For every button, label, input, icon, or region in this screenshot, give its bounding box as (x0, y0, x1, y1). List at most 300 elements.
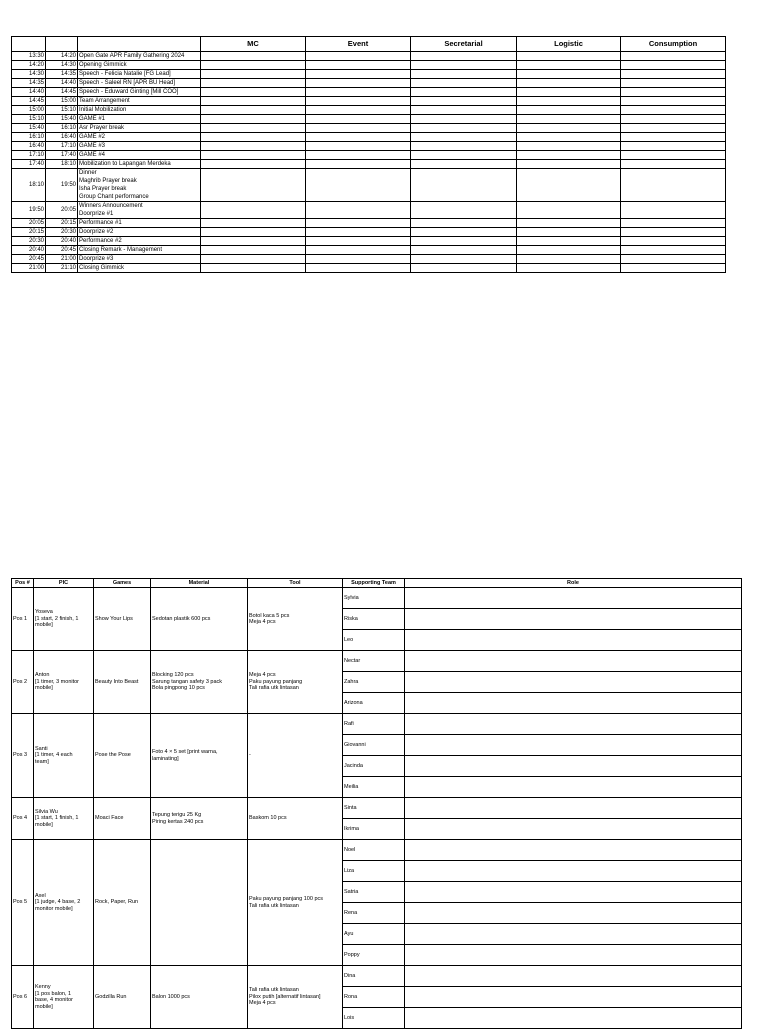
schedule-header-mc: MC (201, 37, 306, 52)
schedule-start-time: 15:10 (12, 115, 46, 124)
schedule-event-cell (306, 255, 411, 264)
games-supporting-member: Rona (343, 987, 405, 1008)
schedule-logistic-cell (517, 219, 621, 228)
schedule-logistic-cell (517, 52, 621, 61)
schedule-event-cell (306, 237, 411, 246)
schedule-end-time: 14:30 (46, 61, 78, 70)
schedule-mc-cell (201, 88, 306, 97)
games-supporting-member: Liza (343, 861, 405, 882)
schedule-activity-line: GAME #1 (79, 116, 106, 122)
games-row (12, 966, 742, 987)
schedule-mc-cell (201, 133, 306, 142)
games-pic-line: [1 judge, 4 base, 2 (35, 899, 81, 906)
games-role-cell (405, 630, 742, 651)
schedule-consumption-cell (621, 237, 726, 246)
games-pic-line: team] (35, 758, 49, 765)
games-row (12, 798, 742, 819)
schedule-end-time: 20:45 (46, 246, 78, 255)
schedule-secretarial-cell (411, 246, 517, 255)
games-role-cell (405, 861, 742, 882)
schedule-activity (78, 237, 201, 246)
games-pos: Pos 2 (12, 651, 34, 714)
games-pic-line: Santi (35, 745, 48, 752)
schedule-mc-cell (201, 124, 306, 133)
schedule-end-time: 17:40 (46, 151, 78, 160)
games-supporting-member: Zahra (343, 672, 405, 693)
schedule-consumption-cell (621, 255, 726, 264)
games-role-cell (405, 987, 742, 1008)
schedule-end-time: 14:40 (46, 79, 78, 88)
games-table (11, 578, 742, 1029)
schedule-row (12, 106, 726, 115)
schedule-secretarial-cell (411, 255, 517, 264)
schedule-logistic-cell (517, 255, 621, 264)
schedule-header-activity (78, 37, 201, 52)
schedule-logistic-cell (517, 160, 621, 169)
schedule-consumption-cell (621, 97, 726, 106)
schedule-event-cell (306, 79, 411, 88)
schedule-activity-line: Speech - Saleel RN [APR BU Head] (79, 80, 176, 86)
schedule-activity (78, 115, 201, 124)
games-tool-line: Tali rafia utk lintasan (249, 987, 299, 994)
schedule-end-time: 18:10 (46, 160, 78, 169)
schedule-row (12, 151, 726, 160)
games-role-cell (405, 819, 742, 840)
schedule-start-time: 15:00 (12, 106, 46, 115)
schedule-logistic-cell (517, 246, 621, 255)
schedule-end-time: 14:20 (46, 52, 78, 61)
schedule-consumption-cell (621, 151, 726, 160)
schedule-secretarial-cell (411, 106, 517, 115)
schedule-mc-cell (201, 61, 306, 70)
games-role-cell (405, 651, 742, 672)
schedule-event-cell (306, 124, 411, 133)
games-tool-line: Tali rafia utk lintasan (249, 685, 299, 692)
schedule-consumption-cell (621, 52, 726, 61)
schedule-activity-line: Maghrib Prayer break (79, 178, 137, 184)
schedule-secretarial-cell (411, 169, 517, 202)
schedule-secretarial-cell (411, 264, 517, 273)
games-role-cell (405, 777, 742, 798)
schedule-consumption-cell (621, 61, 726, 70)
games-role-cell (405, 672, 742, 693)
schedule-consumption-cell (621, 133, 726, 142)
schedule-row (12, 124, 726, 133)
schedule-activity-line: Performance #1 (79, 220, 122, 226)
games-name: Show Your Lips (94, 588, 151, 651)
schedule-end-time: 15:40 (46, 115, 78, 124)
schedule-activity (78, 79, 201, 88)
schedule-activity (78, 61, 201, 70)
games-role-cell (405, 1008, 742, 1029)
schedule-activity-line: Speech - Eduward Ginting [Mill COO] (79, 89, 179, 95)
games-supporting-member: Noel (343, 840, 405, 861)
games-header-pos: Pos # (12, 579, 34, 588)
schedule-row (12, 133, 726, 142)
games-supporting-member: Giovanni (343, 735, 405, 756)
games-role-cell (405, 945, 742, 966)
schedule-secretarial-cell (411, 202, 517, 219)
games-row (12, 840, 742, 861)
games-pic-line: mobile] (35, 821, 53, 828)
games-supporting-member: Jacinda (343, 756, 405, 777)
games-pic-line: [1 pos balon, 1 (35, 990, 72, 997)
schedule-start-time: 17:40 (12, 160, 46, 169)
schedule-event-cell (306, 97, 411, 106)
schedule-end-time: 21:00 (46, 255, 78, 264)
games-tool (248, 798, 343, 840)
schedule-row (12, 255, 726, 264)
schedule-consumption-cell (621, 79, 726, 88)
schedule-activity-line: Team Arrangement (79, 98, 130, 104)
schedule-secretarial-cell (411, 115, 517, 124)
games-tool-line: Botol kaca 5 pcs (249, 612, 290, 619)
games-tool-line: Pilox putih [alternatif lintasan] (249, 993, 321, 1000)
schedule-logistic-cell (517, 264, 621, 273)
schedule-end-time: 17:10 (46, 142, 78, 151)
schedule-end-time: 14:35 (46, 70, 78, 79)
schedule-activity-line: GAME #4 (79, 152, 106, 158)
schedule-activity-line: Doorprize #3 (79, 256, 114, 262)
schedule-logistic-cell (517, 237, 621, 246)
games-tool-line: - (249, 752, 251, 759)
schedule-start-time: 20:15 (12, 228, 46, 237)
schedule-activity (78, 169, 201, 202)
schedule-secretarial-cell (411, 160, 517, 169)
games-tool-line: Meja 4 pcs (249, 672, 276, 679)
schedule-event-cell (306, 169, 411, 202)
schedule-logistic-cell (517, 61, 621, 70)
games-name: Beauty Into Beast (94, 651, 151, 714)
games-tool (248, 651, 343, 714)
schedule-row (12, 160, 726, 169)
schedule-end-time: 15:10 (46, 106, 78, 115)
schedule-event-cell (306, 52, 411, 61)
schedule-event-cell (306, 88, 411, 97)
schedule-row (12, 97, 726, 106)
games-material-line: Foto 4 × 5 set [print warna, (152, 749, 218, 755)
games-pic-line: [1 timer, 3 monitor (35, 678, 80, 685)
games-name: Rock, Paper, Run (94, 840, 151, 966)
games-role-cell (405, 693, 742, 714)
games-pic-line: [1 timer, 4 each (35, 752, 73, 759)
schedule-secretarial-cell (411, 88, 517, 97)
schedule-mc-cell (201, 255, 306, 264)
games-material-line: laminating] (152, 755, 179, 762)
schedule-end-time: 16:40 (46, 133, 78, 142)
schedule-start-time: 20:30 (12, 237, 46, 246)
games-material (151, 588, 248, 651)
schedule-mc-cell (201, 115, 306, 124)
schedule-start-time: 14:45 (12, 97, 46, 106)
schedule-row (12, 219, 726, 228)
games-tool-line: Paku payung panjang 100 pcs (249, 896, 324, 902)
schedule-row (12, 264, 726, 273)
schedule-start-time: 20:45 (12, 255, 46, 264)
schedule-start-time: 19:50 (12, 202, 46, 219)
schedule-event-cell (306, 106, 411, 115)
schedule-activity-line: GAME #3 (79, 143, 106, 149)
schedule-consumption-cell (621, 142, 726, 151)
schedule-logistic-cell (517, 142, 621, 151)
games-supporting-member: Sinta (343, 798, 405, 819)
games-pic-line: Kenny (35, 984, 51, 990)
schedule-logistic-cell (517, 115, 621, 124)
schedule-consumption-cell (621, 88, 726, 97)
games-pic (34, 714, 94, 798)
games-supporting-member: Lois (343, 1008, 405, 1029)
schedule-activity-line: Open Gate APR Family Gathering 2024 (79, 53, 185, 59)
schedule-activity-line: Mobilization to Lapangan Merdeka (79, 161, 171, 167)
schedule-row (12, 70, 726, 79)
schedule-event-cell (306, 264, 411, 273)
games-pic-line: monitor mobile] (35, 905, 73, 912)
games-pic-line: mobile] (35, 622, 53, 629)
schedule-secretarial-cell (411, 219, 517, 228)
schedule-event-cell (306, 202, 411, 219)
schedule-row (12, 52, 726, 61)
schedule-start-time: 20:05 (12, 219, 46, 228)
schedule-activity-line: Group Chant performance (79, 194, 149, 200)
schedule-consumption-cell (621, 202, 726, 219)
schedule-mc-cell (201, 142, 306, 151)
games-pos: Pos 1 (12, 588, 34, 651)
games-material (151, 651, 248, 714)
schedule-secretarial-cell (411, 142, 517, 151)
games-name: Moaci Face (94, 798, 151, 840)
games-material-line: Tepung terigu 25 Kg (152, 812, 202, 818)
schedule-consumption-cell (621, 106, 726, 115)
schedule-end-time: 20:15 (46, 219, 78, 228)
games-material-line: Blocking 120 pcs (152, 672, 194, 679)
schedule-consumption-cell (621, 246, 726, 255)
schedule-activity-line: Speech - Felicia Natalie [FG Lead] (79, 71, 171, 77)
schedule-logistic-cell (517, 124, 621, 133)
schedule-event-cell (306, 70, 411, 79)
schedule-activity-line: Closing Gimmick (79, 265, 125, 271)
schedule-end-time: 14:45 (46, 88, 78, 97)
games-pic-line: Yoseva (35, 609, 53, 616)
schedule-header-consumption: Consumption (621, 37, 726, 52)
schedule-activity (78, 97, 201, 106)
schedule-header-event: Event (306, 37, 411, 52)
games-pic-line: Axel (35, 892, 46, 899)
schedule-event-cell (306, 151, 411, 160)
schedule-mc-cell (201, 237, 306, 246)
schedule-start-time: 15:40 (12, 124, 46, 133)
schedule-activity (78, 106, 201, 115)
schedule-mc-cell (201, 202, 306, 219)
games-supporting-member: Poppy (343, 945, 405, 966)
schedule-row (12, 61, 726, 70)
games-pic-line: mobile] (35, 1003, 53, 1010)
schedule-header-end (46, 37, 78, 52)
games-pos: Pos 4 (12, 798, 34, 840)
games-role-cell (405, 924, 742, 945)
games-material-line: Bola pingpong 10 pcs (152, 685, 205, 692)
games-tool (248, 714, 343, 798)
schedule-row (12, 115, 726, 124)
schedule-row (12, 79, 726, 88)
games-pic (34, 588, 94, 651)
games-header-supporting-team: Supporting Team (343, 579, 405, 588)
games-header-tool: Tool (248, 579, 343, 588)
games-material (151, 966, 248, 1029)
schedule-event-cell (306, 219, 411, 228)
schedule-consumption-cell (621, 219, 726, 228)
games-supporting-member: Riska (343, 609, 405, 630)
schedule-activity-line: Opening Gimmick (79, 62, 127, 68)
games-material (151, 714, 248, 798)
games-pic-line: Anton (35, 672, 50, 679)
schedule-header-secretarial: Secretarial (411, 37, 517, 52)
schedule-logistic-cell (517, 97, 621, 106)
games-header-games: Games (94, 579, 151, 588)
schedule-logistic-cell (517, 106, 621, 115)
schedule-mc-cell (201, 228, 306, 237)
games-pic (34, 966, 94, 1029)
schedule-secretarial-cell (411, 52, 517, 61)
schedule-activity (78, 133, 201, 142)
games-header-pic: PIC (34, 579, 94, 588)
games-material-line: Sedotan plastik 600 pcs (152, 615, 211, 622)
schedule-activity-line: Doorprize #1 (79, 211, 114, 217)
games-tool-line: Baskom 10 pcs (249, 815, 287, 822)
games-material-line: Balon 1000 pcs (152, 993, 190, 1000)
schedule-end-time: 16:10 (46, 124, 78, 133)
schedule-secretarial-cell (411, 70, 517, 79)
schedule-activity-line: Closing Remark - Management (79, 247, 163, 253)
games-pic-line: base, 4 monitor (35, 997, 73, 1003)
schedule-logistic-cell (517, 133, 621, 142)
schedule-start-time: 20:40 (12, 246, 46, 255)
games-pic-line: [1 start, 2 finish, 1 (35, 615, 79, 622)
schedule-start-time: 21:00 (12, 264, 46, 273)
schedule-start-time: 16:10 (12, 133, 46, 142)
schedule-secretarial-cell (411, 237, 517, 246)
schedule-mc-cell (201, 70, 306, 79)
games-tool-line: Paku payung panjang (249, 678, 303, 685)
schedule-secretarial-cell (411, 124, 517, 133)
games-supporting-member: Ayu (343, 924, 405, 945)
schedule-logistic-cell (517, 79, 621, 88)
games-pic (34, 798, 94, 840)
games-pos: Pos 5 (12, 840, 34, 966)
games-tool-line: Meja 4 pcs (249, 1000, 276, 1007)
games-pic-line: [1 start, 1 finish, 1 (35, 815, 79, 822)
games-supporting-member: Arizona (343, 693, 405, 714)
games-tool-line: Tali rafia utk lintasan (249, 902, 299, 909)
schedule-logistic-cell (517, 202, 621, 219)
games-supporting-member: Rena (343, 903, 405, 924)
games-row (12, 588, 742, 609)
games-supporting-member: Meilia (343, 777, 405, 798)
schedule-logistic-cell (517, 70, 621, 79)
schedule-activity (78, 70, 201, 79)
games-role-cell (405, 798, 742, 819)
schedule-row (12, 142, 726, 151)
games-header-role: Role (405, 579, 742, 588)
games-pos: Pos 6 (12, 966, 34, 1029)
schedule-end-time: 20:05 (46, 202, 78, 219)
schedule-activity (78, 219, 201, 228)
schedule-mc-cell (201, 219, 306, 228)
games-row (12, 714, 742, 735)
schedule-end-time: 15:00 (46, 97, 78, 106)
schedule-consumption-cell (621, 264, 726, 273)
games-material (151, 840, 248, 966)
schedule-activity-line: Doorprize #2 (79, 229, 114, 235)
games-name: Godzilla Run (94, 966, 151, 1029)
schedule-consumption-cell (621, 160, 726, 169)
schedule-end-time: 20:40 (46, 237, 78, 246)
games-role-cell (405, 882, 742, 903)
schedule-row (12, 246, 726, 255)
games-supporting-member: Sylvia (343, 588, 405, 609)
schedule-activity (78, 246, 201, 255)
games-name: Pose the Pose (94, 714, 151, 798)
schedule-activity-line: Asr Prayer break (79, 125, 125, 131)
schedule-mc-cell (201, 264, 306, 273)
games-pos: Pos 3 (12, 714, 34, 798)
games-role-cell (405, 840, 742, 861)
schedule-secretarial-cell (411, 79, 517, 88)
schedule-row (12, 202, 726, 219)
schedule-mc-cell (201, 52, 306, 61)
games-row (12, 651, 742, 672)
games-role-cell (405, 714, 742, 735)
games-tool-line: Meja 4 pcs (249, 619, 276, 625)
schedule-consumption-cell (621, 115, 726, 124)
schedule-activity (78, 88, 201, 97)
games-supporting-member: Nectar (343, 651, 405, 672)
schedule-consumption-cell (621, 70, 726, 79)
schedule-activity (78, 142, 201, 151)
schedule-event-cell (306, 115, 411, 124)
schedule-activity (78, 52, 201, 61)
schedule-mc-cell (201, 246, 306, 255)
schedule-header-logistic: Logistic (517, 37, 621, 52)
schedule-activity-line: GAME #2 (79, 134, 106, 140)
schedule-activity-line: Initial Mobilization (79, 107, 127, 113)
schedule-event-cell (306, 61, 411, 70)
schedule-secretarial-cell (411, 97, 517, 106)
schedule-logistic-cell (517, 228, 621, 237)
games-pic (34, 840, 94, 966)
schedule-start-time: 14:20 (12, 61, 46, 70)
schedule-activity (78, 160, 201, 169)
schedule-logistic-cell (517, 169, 621, 202)
schedule-start-time: 13:30 (12, 52, 46, 61)
games-supporting-member: Leo (343, 630, 405, 651)
schedule-row (12, 228, 726, 237)
games-role-cell (405, 735, 742, 756)
schedule-start-time: 14:30 (12, 70, 46, 79)
schedule-secretarial-cell (411, 133, 517, 142)
games-role-cell (405, 756, 742, 777)
games-role-cell (405, 609, 742, 630)
schedule-consumption-cell (621, 124, 726, 133)
games-body (12, 588, 742, 1029)
games-header-material: Material (151, 579, 248, 588)
schedule-body (12, 52, 726, 273)
schedule-activity (78, 264, 201, 273)
schedule-event-cell (306, 228, 411, 237)
schedule-mc-cell (201, 169, 306, 202)
schedule-activity (78, 202, 201, 219)
games-material-line: Sarung tangan safety 3 pack (152, 678, 223, 685)
schedule-secretarial-cell (411, 228, 517, 237)
